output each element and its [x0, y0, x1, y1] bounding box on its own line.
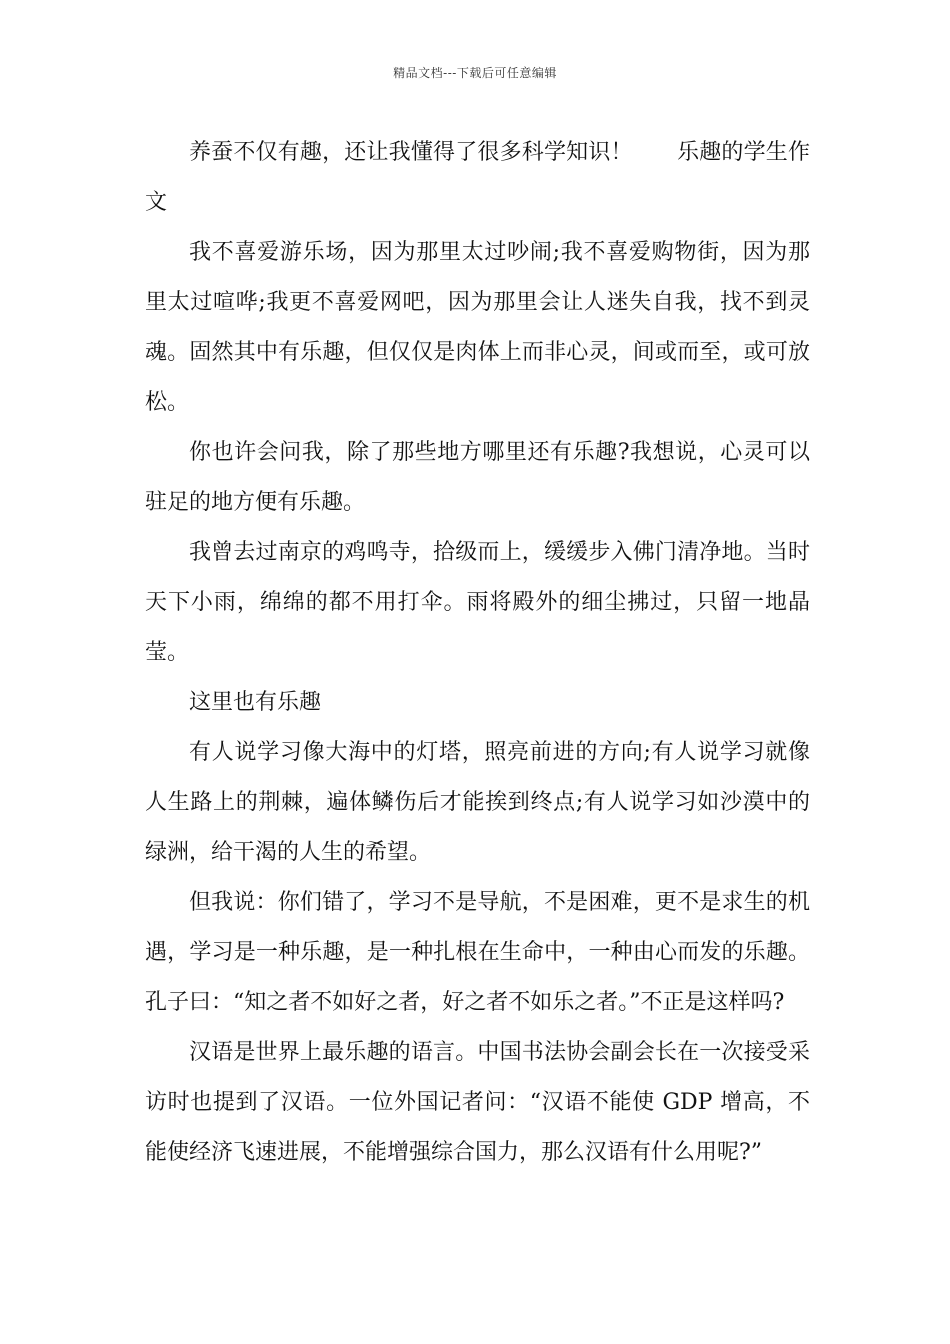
essay-body	[145, 128, 810, 1178]
page-header: 精品文档---下载后可任意编辑	[393, 66, 557, 80]
paragraph-7: 但我说：你们错了，学习不是导航，不是困难，更不是求生的机遇，学习是一种乐趣，是一种扎根在生命中，一种由心而发的乐趣。孔子曰：“知之者不如好之者，好之者不如乐之者。”不正是这样吗?	[145, 890, 810, 1015]
paragraph-6: 有人说学习像大海中的灯塔，照亮前进的方向;有人说学习就像人生路上的荆棘，遍体鳞伤后才能挨到终点;有人说学习如沙漠中的绿洲，给干渴的人生的希望。	[145, 740, 810, 865]
paragraph-1: 养蚕不仅有趣，还让我懂得了很多科学知识！ 乐趣的学生作文	[145, 140, 810, 215]
paragraph-4: 我曾去过南京的鸡鸣寺，拾级而上，缓缓步入佛门清净地。当时天下小雨，绵绵的都不用打伞。雨将殿外的细尘拂过，只留一地晶莹。	[145, 540, 810, 665]
paragraph-5: 这里也有乐趣	[189, 690, 322, 715]
paragraph-3: 你也许会问我，除了那些地方哪里还有乐趣?我想说，心灵可以驻足的地方便有乐趣。	[145, 440, 810, 515]
paragraph-8: 汉语是世界上最乐趣的语言。中国书法协会副会长在一次接受采访时也提到了汉语。一位外国记者问：“汉语不能使 GDP 增高，不能使经济飞速进展，不能增强综合国力，那么汉语有什么用呢?”	[145, 1040, 810, 1165]
paragraph-2: 我不喜爱游乐场，因为那里太过吵闹;我不喜爱购物街，因为那里太过喧哗;我更不喜爱网吧，因为那里会让人迷失自我，找不到灵魂。固然其中有乐趣，但仅仅是肉体上而非心灵，间或而至，或可放松。	[145, 240, 810, 415]
